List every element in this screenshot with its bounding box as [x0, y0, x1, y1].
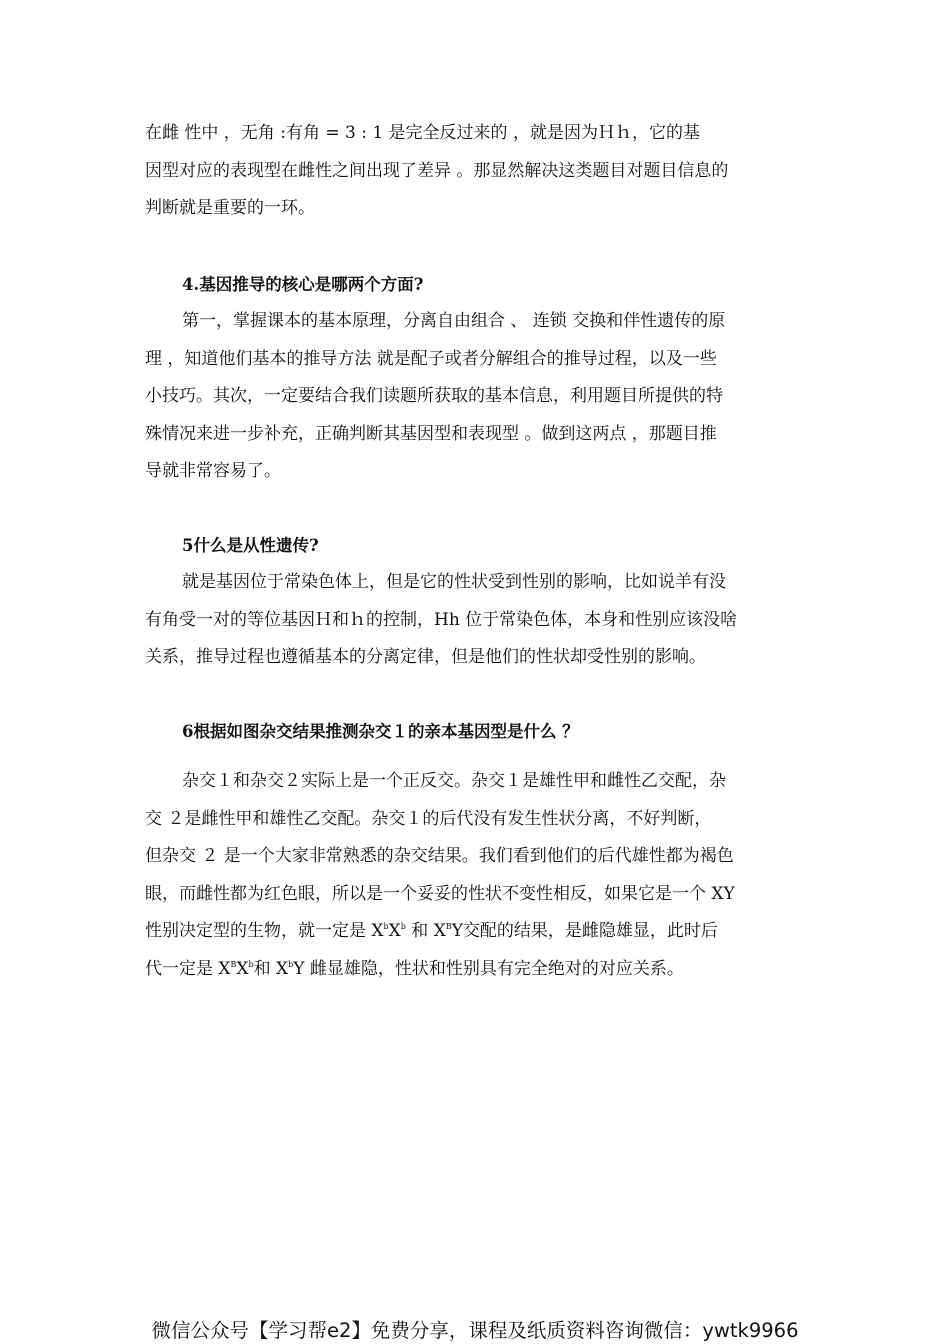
- text-line: 第一，掌握课本的基本原理，分离自由组合 、 连锁 交换和伴性遗传的原: [182, 311, 726, 331]
- text-segment: Y 雌显雄隐，性状和性别具有完全绝对的对应关系。: [293, 958, 684, 979]
- intro-paragraph: [145, 115, 810, 228]
- text-line: 就是基因位于常染色体上，但是它的性状受到性别的影响，比如说羊有没: [182, 572, 726, 592]
- footer-promo-text: 微信公众号【学习帮e2】免费分享，课程及纸质资料咨询微信：ywtk9966: [151, 1319, 799, 1342]
- text-line: 杂交１和杂交２实际上是一个正反交。杂交１是雄性甲和雌性乙交配，杂: [182, 771, 726, 791]
- text-line: [145, 913, 810, 951]
- text-segment: 性别决定型的生物，就一定是: [145, 921, 372, 941]
- text-segment: Y交配的结果，是雌隐雄显，此时后: [451, 921, 718, 941]
- section-6-heading: 6根据如图杂交结果推测杂交１的亲本基因型是什么 ？: [182, 722, 579, 741]
- text-line: 交 ２是雌性甲和雄性乙交配。杂交１的后代没有发生性状分离，不好判断，: [145, 808, 712, 829]
- section-5-paragraph: [145, 564, 810, 677]
- allele-superscript: b: [248, 959, 254, 969]
- genotype-x: X: [276, 958, 289, 979]
- allele-superscript: B: [230, 959, 237, 969]
- genotype-x: X: [388, 921, 401, 941]
- section-5-heading: 5什么是从性遗传?: [182, 536, 319, 555]
- allele-superscript: b: [400, 922, 406, 931]
- section-4-paragraph: [145, 303, 810, 491]
- allele-superscript: b: [383, 922, 389, 931]
- text-line: 关系，推导过程也遵循基本的分离定律，但是他们的性状却受性别的影响。: [145, 647, 706, 667]
- section-4-heading: 4.基因推导的核心是哪两个方面?: [182, 275, 424, 294]
- genotype-x: X: [433, 921, 446, 941]
- text-line: 导就非常容易了。: [145, 461, 281, 481]
- text-line: 理 ，知道他们基本的推导方法 就是配子或者分解组合的推导过程，以及一些: [145, 348, 717, 369]
- text-segment: 和: [405, 921, 434, 941]
- genotype-x: X: [236, 958, 249, 979]
- text-segment: 和: [253, 958, 277, 979]
- text-line: 小技巧。其次，一定要结合我们读题所获取的基本信息，利用题目所提供的特: [145, 386, 723, 406]
- text-line: 因型对应的表现型在雌性之间出现了差异 。那显然解决这类题目对题目信息的: [145, 160, 729, 181]
- text-line: 判断就是重要的一环。: [145, 198, 315, 218]
- allele-superscript: B: [445, 922, 452, 931]
- text-line: [145, 951, 810, 989]
- section-6-paragraph: [145, 763, 810, 988]
- text-line: 在雌 性中 ，无角 :有角 = 3 : 1 是完全反过来的 ，就是因为Ｈｈ，它的基: [145, 123, 700, 143]
- text-segment: 代一定是: [145, 958, 219, 979]
- text-line: 殊情况来进一步补充，正确判断其基因型和表现型 。做到这两点 ，那题目推: [145, 423, 717, 444]
- allele-superscript: b: [288, 959, 294, 969]
- text-line: 但杂交 ２ 是一个大家非常熟悉的杂交结果。我们看到他们的后代雄性都为褐色: [145, 846, 734, 866]
- text-line: 有角受一对的等位基因Ｈ和ｈ的控制，Hh 位于常染色体，本身和性别应该没啥: [145, 609, 738, 630]
- genotype-x: X: [371, 921, 384, 941]
- text-line: 眼，而雌性都为红色眼，所以是一个妥妥的性状不变性相反，如果它是一个 XY: [145, 883, 735, 904]
- genotype-x: X: [218, 958, 231, 979]
